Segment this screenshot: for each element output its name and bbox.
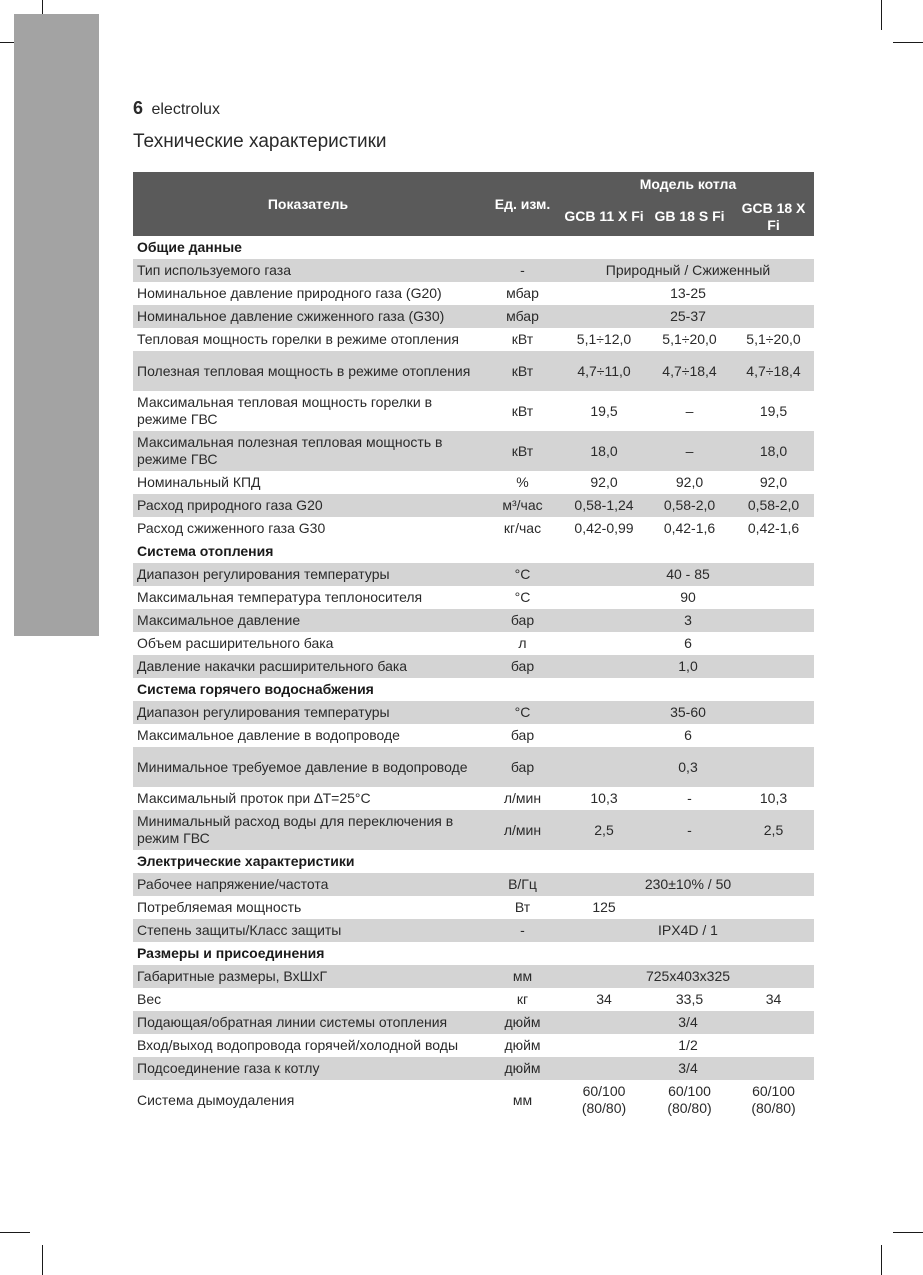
table-row — [133, 1080, 814, 1120]
table-row — [133, 919, 814, 942]
table-row — [133, 1034, 814, 1057]
row-value: 25-37 — [562, 305, 814, 328]
row-unit: бар — [483, 609, 562, 632]
row-unit: бар — [483, 724, 562, 747]
table-row — [133, 701, 814, 724]
section-row — [133, 942, 814, 965]
row-value: 1,0 — [562, 655, 814, 678]
row-label: Рабочее напряжение/частота — [133, 873, 483, 896]
table-row — [133, 305, 814, 328]
row-value: 10,3 — [733, 787, 814, 810]
row-value: 4,7÷11,0 — [562, 351, 646, 391]
row-label: Диапазон регулирования температуры — [133, 701, 483, 724]
table-row — [133, 896, 814, 919]
row-label: Подающая/обратная линии системы отопления — [133, 1011, 483, 1034]
row-label: Номинальное давление сжиженного газа (G30) — [133, 305, 483, 328]
row-value: 230±10% / 50 — [562, 873, 814, 896]
header-model: GB 18 S Fi — [646, 197, 733, 236]
row-value: 0,42-0,99 — [562, 517, 646, 540]
row-value — [646, 896, 733, 919]
row-label: Номинальный КПД — [133, 471, 483, 494]
row-value: 0,58-2,0 — [733, 494, 814, 517]
table-row — [133, 787, 814, 810]
row-label: Максимальная полезная тепловая мощность в режиме ГВС — [133, 431, 483, 471]
table-row — [133, 259, 814, 282]
row-label: Расход сжиженного газа G30 — [133, 517, 483, 540]
header-unit: Ед. изм. — [483, 172, 562, 236]
crop-mark — [881, 0, 882, 30]
row-value: 34 — [733, 988, 814, 1011]
row-value — [733, 896, 814, 919]
row-unit: бар — [483, 747, 562, 787]
row-unit: л/мин — [483, 787, 562, 810]
row-unit: °С — [483, 701, 562, 724]
row-label: Максимальное давление — [133, 609, 483, 632]
section-title: Система отопления — [133, 540, 814, 563]
row-value: 60/100 (80/80) — [646, 1080, 733, 1120]
row-label: Система дымоудаления — [133, 1080, 483, 1120]
row-value: 0,3 — [562, 747, 814, 787]
row-value: – — [646, 431, 733, 471]
row-value: 18,0 — [562, 431, 646, 471]
row-value: 5,1÷20,0 — [646, 328, 733, 351]
row-unit: мбар — [483, 305, 562, 328]
row-value: 6 — [562, 632, 814, 655]
row-label: Подсоединение газа к котлу — [133, 1057, 483, 1080]
row-value: 60/100 (80/80) — [562, 1080, 646, 1120]
row-unit: кг/час — [483, 517, 562, 540]
row-value: 725x403x325 — [562, 965, 814, 988]
section-row — [133, 850, 814, 873]
table-row — [133, 747, 814, 787]
table-row — [133, 609, 814, 632]
row-label: Номинальное давление природного газа (G20) — [133, 282, 483, 305]
row-unit: кг — [483, 988, 562, 1011]
table-row — [133, 965, 814, 988]
crop-mark — [893, 1232, 923, 1233]
crop-mark — [0, 1232, 30, 1233]
row-value: 10,3 — [562, 787, 646, 810]
row-label: Максимальная тепловая мощность горелки в режиме ГВС — [133, 391, 483, 431]
section-title: Размеры и присоединения — [133, 942, 814, 965]
row-label: Потребляемая мощность — [133, 896, 483, 919]
row-unit: дюйм — [483, 1011, 562, 1034]
table-row — [133, 391, 814, 431]
row-label: Максимальное давление в водопроводе — [133, 724, 483, 747]
row-value: IPX4D / 1 — [562, 919, 814, 942]
table-row — [133, 282, 814, 305]
row-value: 6 — [562, 724, 814, 747]
row-label: Объем расширительного бака — [133, 632, 483, 655]
row-value: 2,5 — [733, 810, 814, 850]
row-value: 0,58-2,0 — [646, 494, 733, 517]
row-unit: - — [483, 259, 562, 282]
row-value: 0,42-1,6 — [646, 517, 733, 540]
row-unit: В/Гц — [483, 873, 562, 896]
row-unit: л/мин — [483, 810, 562, 850]
row-value: 19,5 — [733, 391, 814, 431]
section-title: Общие данные — [133, 236, 814, 259]
row-unit: мм — [483, 1080, 562, 1120]
row-value: 90 — [562, 586, 814, 609]
row-value: 3/4 — [562, 1011, 814, 1034]
row-value: 5,1÷20,0 — [733, 328, 814, 351]
brand-name: electrolux — [151, 101, 220, 118]
row-unit: бар — [483, 655, 562, 678]
row-label: Диапазон регулирования температуры — [133, 563, 483, 586]
row-label: Полезная тепловая мощность в режиме отопления — [133, 351, 483, 391]
header-model: GCB 18 X Fi — [733, 197, 814, 236]
table-row — [133, 724, 814, 747]
row-value: 4,7÷18,4 — [646, 351, 733, 391]
row-value: 35-60 — [562, 701, 814, 724]
table-row — [133, 655, 814, 678]
row-unit: м³/час — [483, 494, 562, 517]
section-row — [133, 678, 814, 701]
row-value: - — [646, 787, 733, 810]
row-label: Степень защиты/Класс защиты — [133, 919, 483, 942]
row-unit: дюйм — [483, 1034, 562, 1057]
row-value: 125 — [562, 896, 646, 919]
table-row — [133, 586, 814, 609]
row-unit: кВт — [483, 328, 562, 351]
row-unit: Вт — [483, 896, 562, 919]
row-unit: % — [483, 471, 562, 494]
row-value: 3 — [562, 609, 814, 632]
table-row — [133, 810, 814, 850]
row-unit: кВт — [483, 351, 562, 391]
row-value: 33,5 — [646, 988, 733, 1011]
section-row — [133, 540, 814, 563]
row-value: 18,0 — [733, 431, 814, 471]
table-row — [133, 351, 814, 391]
row-unit: л — [483, 632, 562, 655]
header-indicator: Показатель — [133, 172, 483, 236]
row-unit: мм — [483, 965, 562, 988]
header-model-group: Модель котла — [562, 172, 814, 197]
row-unit: - — [483, 919, 562, 942]
row-label: Максимальный проток при ∆T=25°С — [133, 787, 483, 810]
table-row — [133, 1057, 814, 1080]
row-unit: кВт — [483, 391, 562, 431]
row-label: Расход природного газа G20 — [133, 494, 483, 517]
row-value: 3/4 — [562, 1057, 814, 1080]
table-row — [133, 431, 814, 471]
table-row — [133, 494, 814, 517]
table-row — [133, 1011, 814, 1034]
row-value: 92,0 — [733, 471, 814, 494]
row-label: Вес — [133, 988, 483, 1011]
table-row — [133, 517, 814, 540]
table-row — [133, 471, 814, 494]
row-label: Тип используемого газа — [133, 259, 483, 282]
row-value: 4,7÷18,4 — [733, 351, 814, 391]
crop-mark — [893, 42, 923, 43]
row-value: 5,1÷12,0 — [562, 328, 646, 351]
crop-mark — [881, 1245, 882, 1275]
page-number: 6 — [133, 98, 144, 118]
row-value: 60/100 (80/80) — [733, 1080, 814, 1120]
specifications-table — [133, 172, 814, 1120]
table-row — [133, 873, 814, 896]
row-value: - — [646, 810, 733, 850]
crop-mark — [42, 1245, 43, 1275]
page-title: Технические характеристики — [133, 131, 387, 152]
row-value: Природный / Сжиженный — [562, 259, 814, 282]
row-value: 19,5 — [562, 391, 646, 431]
row-value: 34 — [562, 988, 646, 1011]
section-row — [133, 236, 814, 259]
row-unit: °С — [483, 563, 562, 586]
table-row — [133, 328, 814, 351]
row-value: 0,58-1,24 — [562, 494, 646, 517]
row-label: Максимальная температура теплоносителя — [133, 586, 483, 609]
section-title: Электрические характеристики — [133, 850, 814, 873]
row-value: – — [646, 391, 733, 431]
row-unit: дюйм — [483, 1057, 562, 1080]
row-unit: кВт — [483, 431, 562, 471]
row-value: 2,5 — [562, 810, 646, 850]
row-value: 40 - 85 — [562, 563, 814, 586]
row-label: Минимальный расход воды для переключения в режим ГВС — [133, 810, 483, 850]
table-row — [133, 988, 814, 1011]
row-unit: °С — [483, 586, 562, 609]
row-label: Давление накачки расширительного бака — [133, 655, 483, 678]
page-header — [133, 98, 220, 119]
side-tab-bar — [14, 14, 99, 636]
header-model: GCB 11 X Fi — [562, 197, 646, 236]
row-value: 13-25 — [562, 282, 814, 305]
section-title: Система горячего водоснабжения — [133, 678, 814, 701]
row-label: Вход/выход водопровода горячей/холодной воды — [133, 1034, 483, 1057]
row-value: 1/2 — [562, 1034, 814, 1057]
row-value: 92,0 — [562, 471, 646, 494]
row-label: Тепловая мощность горелки в режиме отопления — [133, 328, 483, 351]
row-unit: мбар — [483, 282, 562, 305]
table-row — [133, 563, 814, 586]
row-label: Минимальное требуемое давление в водопроводе — [133, 747, 483, 787]
row-value: 92,0 — [646, 471, 733, 494]
row-value: 0,42-1,6 — [733, 517, 814, 540]
row-label: Габаритные размеры, ВхШхГ — [133, 965, 483, 988]
table-row — [133, 632, 814, 655]
